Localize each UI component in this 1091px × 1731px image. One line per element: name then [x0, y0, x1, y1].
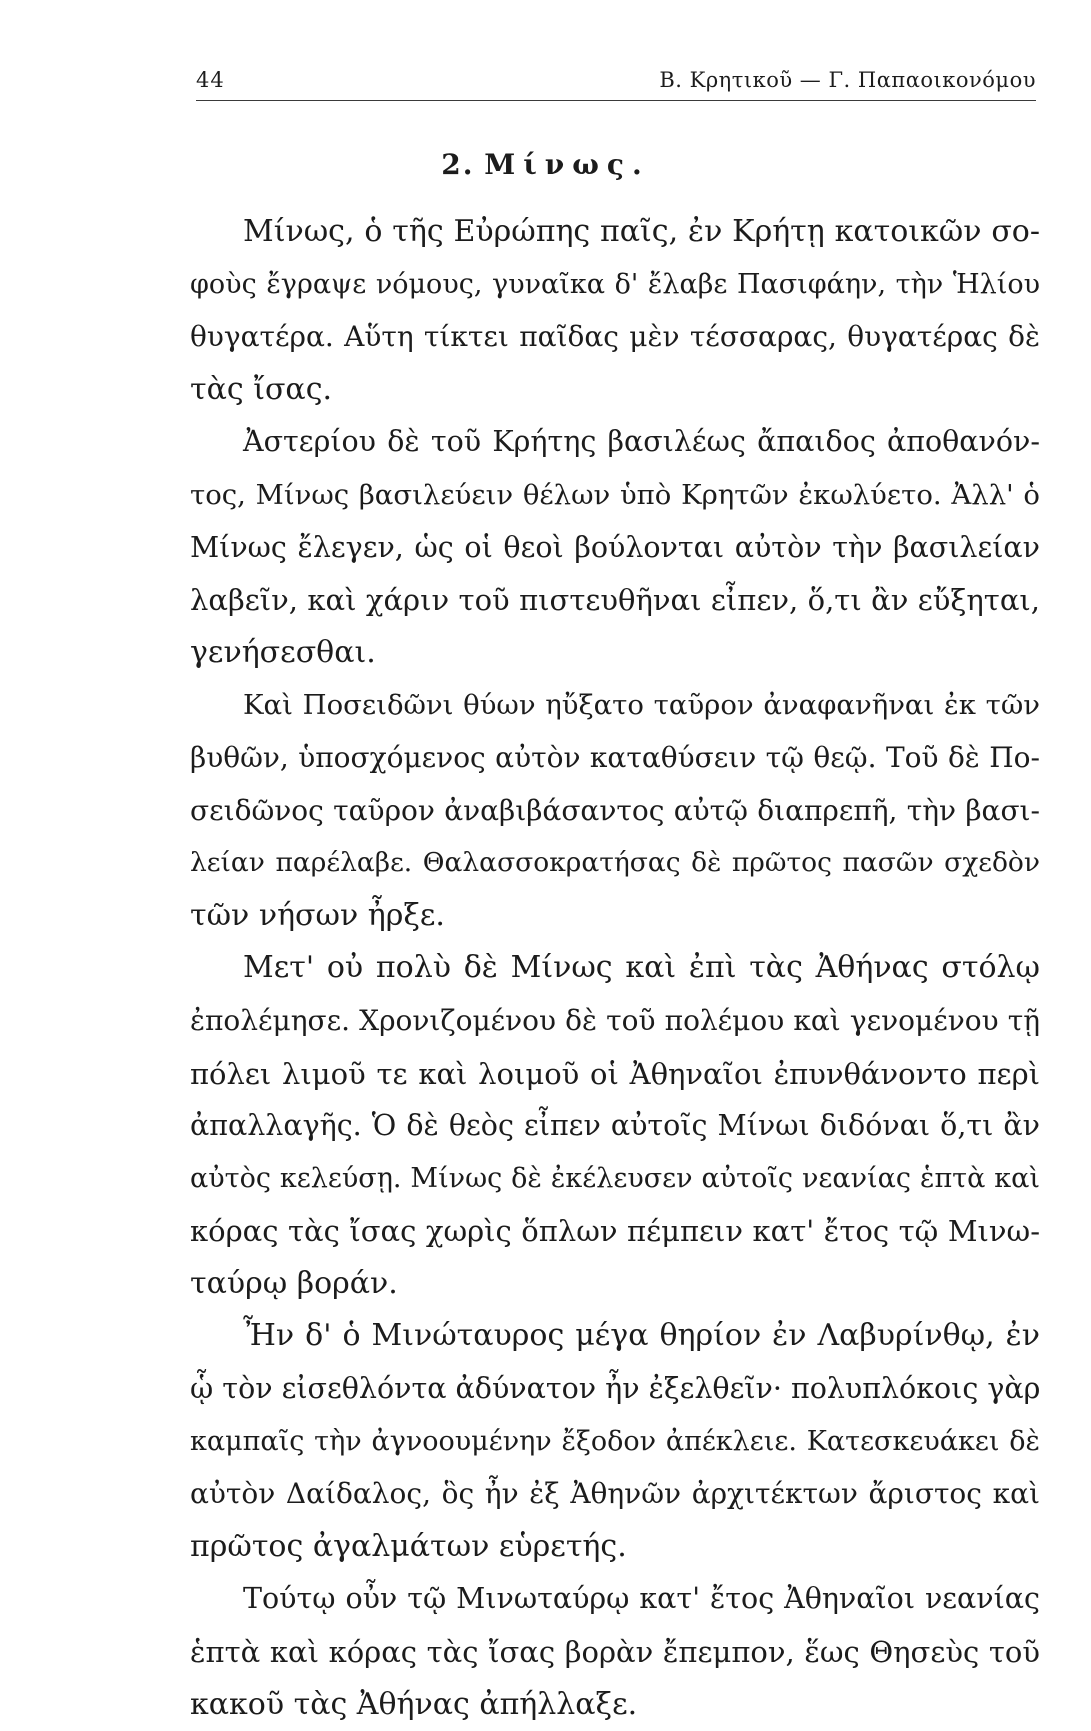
text-line: πόλει λιμοῦ τε καὶ λοιμοῦ οἱ Ἀθηναῖοι ἐπυνθάνοντο περὶ: [190, 1056, 1040, 1091]
text-line: θυγατέρα. Αὕτη τίκτει παῖδας μὲν τέσσαρας, θυγατέρας δὲ: [190, 320, 1040, 354]
paragraph: [190, 679, 1040, 942]
text-line: φοὺς ἔγραψε νόμους, γυναῖκα δ' ἔλαβε Πασιφάην, τὴν Ἡλίου: [190, 268, 1040, 300]
running-header: [196, 64, 1036, 101]
text-line: ἑπτὰ καὶ κόρας τὰς ἴσας βορὰν ἔπεμπον, ἕως Θησεὺς τοῦ: [190, 1635, 1040, 1670]
running-title: Β. Κρητικοῦ — Γ. Παπαοικονόμου: [659, 68, 1036, 92]
text-line: λαβεῖν, καὶ χάριν τοῦ πιστευθῆναι εἶπεν, ὅ,τι ἂν εὔξηται,: [190, 583, 1040, 618]
text-line: Ἦν δ' ὁ Μινώταυρος μέγα θηρίον ἐν Λαβυρίνθῳ, ἐν: [243, 1318, 1040, 1354]
text-line: Τούτῳ οὖν τῷ Μινωταύρῳ κατ' ἔτος Ἀθηναῖοι νεανίας: [243, 1582, 1040, 1616]
text-line: αὐτὸς κελεύσῃ. Μίνως δὲ ἐκέλευσεν αὐτοῖς νεανίας ἑπτὰ καὶ: [190, 1162, 1040, 1194]
paragraph: [190, 416, 1040, 679]
text-line: πρῶτος ἀγαλμάτων εὑρετής.: [190, 1528, 627, 1564]
text-line: ἐπολέμησε. Χρονιζομένου δὲ τοῦ πολέμου καὶ γενομένου τῇ: [190, 1003, 1040, 1037]
text-line: Ἀστερίου δὲ τοῦ Κρήτης βασιλέως ἄπαιδος ἀποθανόν-: [243, 425, 1040, 459]
text-line: Μίνως, ὁ τῆς Εὐρώπης παῖς, ἐν Κρήτῃ κατοικῶν σο-: [243, 214, 1040, 249]
text-line: αὐτὸν Δαίδαλος, ὃς ἦν ἐξ Ἀθηνῶν ἀρχιτέκτων ἄριστος καὶ: [190, 1477, 1040, 1511]
paragraph: [190, 942, 1040, 1310]
text-line: βυθῶν, ὑποσχόμενος αὐτὸν καταθύσειν τῷ θεῷ. Τοῦ δὲ Πο-: [190, 740, 1040, 774]
text-line: καμπαῖς τὴν ἀγνοουμένην ἔξοδον ἀπέκλειε. Κατεσκευάκει δὲ: [190, 1425, 1040, 1457]
text-line: σειδῶνος ταῦρον ἀναβιβάσαντος αὐτῷ διαπρεπῆ, τὴν βασι-: [190, 793, 1040, 827]
section-title: Μίνως.: [484, 148, 650, 181]
paragraph: [190, 1573, 1040, 1731]
text-line: τὰς ἴσας.: [190, 371, 333, 407]
body-text: [190, 206, 1040, 1731]
text-line: λείαν παρέλαβε. Θαλασσοκρατήσας δὲ πρῶτος πασῶν σχεδὸν: [190, 847, 1040, 879]
text-line: κακοῦ τὰς Ἀθήνας ἀπήλλαξε.: [190, 1686, 638, 1722]
paragraph: [190, 206, 1040, 416]
paragraph: [190, 1310, 1040, 1573]
text-line: ᾧ τὸν εἰσεθλόντα ἀδύνατον ἦν ἐξελθεῖν· πολυπλόκοις γὰρ: [190, 1372, 1041, 1406]
text-line: κόρας τὰς ἴσας χωρὶς ὅπλων πέμπειν κατ' ἔτος τῷ Μινω-: [190, 1214, 1040, 1249]
text-line: Μετ' οὐ πολὺ δὲ Μίνως καὶ ἐπὶ τὰς Ἀθήνας στόλῳ: [243, 950, 1040, 986]
page-number: 44: [196, 68, 225, 92]
text-line: Μίνως ἔλεγεν, ὡς οἱ θεοὶ βούλονται αὐτὸν τὴν βασιλείαν: [190, 530, 1040, 564]
text-line: ἀπαλλαγῆς. Ὁ δὲ θεὸς εἶπεν αὐτοῖς Μίνωι διδόναι ὅ,τι ἂν: [190, 1109, 1040, 1143]
text-line: Καὶ Ποσειδῶνι θύων ηὔξατο ταῦρον ἀναφανῆναι ἐκ τῶν: [243, 689, 1040, 722]
text-line: τος, Μίνως βασιλεύειν θέλων ὑπὸ Κρητῶν ἐκωλύετο. Ἀλλ' ὁ: [190, 478, 1040, 511]
section-heading: [0, 148, 1091, 181]
text-line: ταύρῳ βοράν.: [190, 1265, 398, 1301]
section-number: 2.: [441, 148, 475, 181]
text-line: τῶν νήσων ἦρξε.: [190, 897, 445, 933]
text-line: γενήσεσθαι.: [190, 634, 376, 670]
